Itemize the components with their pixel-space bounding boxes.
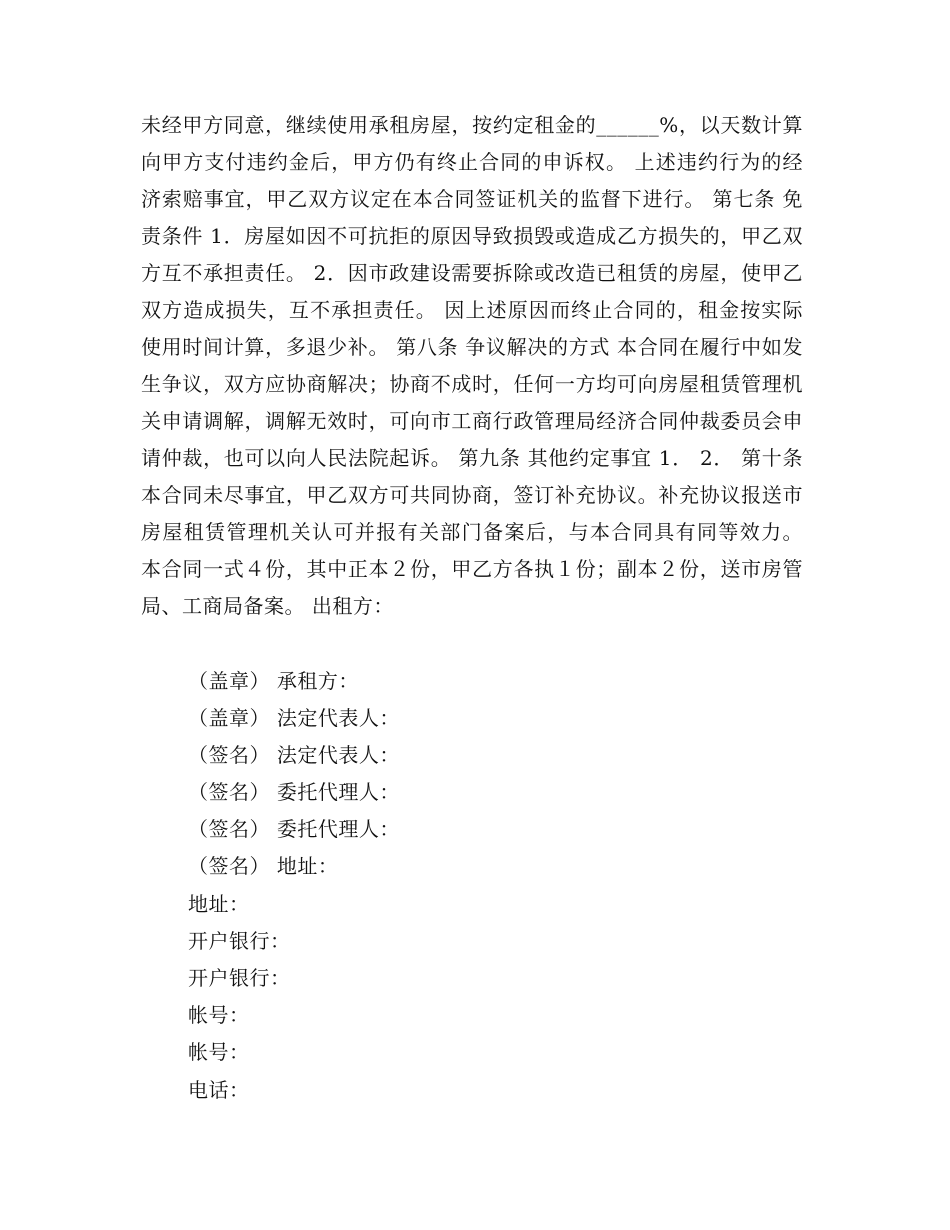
contract-body-paragraph: 未经甲方同意，继续使用承租房屋，按约定租金的______%，以天数计算向甲方支付违约金后，甲方仍有终止合同的申诉权。 上述违约行为的经济索赔事宜，甲乙双方议定在本合同签证机关的监督下进行。 第七条 免责条件 1．房屋如因不可抗拒的原因导致损毁或造成乙方损失的，甲乙双方互不承担责任。 2．因市政建设需要拆除或改造已租赁的房屋，使甲乙双方造成损失，互不承担责任。 因上述原因而终止合同的，租金按实际使用时间计算，多退少补。 第八条 争议解决的方式 本合同在履行中如发生争议，双方应协商解决；协商不成时，任何一方均可向房屋租赁管理机关申请调解，调解无效时，可向市工商行政管理局经济合同仲裁委员会申请仲裁，也可以向人民法院起诉。 第九条 其他约定事宜 1． 2． 第十条 本合同未尽事宜，甲乙双方可共同协商，签订补充协议。补充协议报送市房屋租赁管理机关认可并报有关部门备案后，与本合同具有同等效力。 本合同一式４份，其中正本２份，甲乙方各执１份；副本２份，送市房管局、工商局备案。 出租方： <box>141 113 803 618</box>
address-line: 地址： <box>188 892 250 916</box>
signature-line-sign-agent-1: （签名） 委托代理人： <box>188 780 400 804</box>
account-line-2: 帐号： <box>188 1040 250 1064</box>
account-line-1: 帐号： <box>188 1003 250 1027</box>
signature-line-sign-agent-2: （签名） 委托代理人： <box>188 817 400 841</box>
bank-line-1: 开户银行： <box>188 929 291 953</box>
signature-line-sign-legal-rep: （签名） 法定代表人： <box>188 743 400 767</box>
bank-line-2: 开户银行： <box>188 966 291 990</box>
signature-line-seal-legal-rep: （盖章） 法定代表人： <box>188 706 400 730</box>
signature-line-seal-lessee: （盖章） 承租方： <box>188 669 359 693</box>
phone-line: 电话： <box>188 1078 250 1102</box>
signature-line-sign-address: （签名） 地址： <box>188 854 339 878</box>
